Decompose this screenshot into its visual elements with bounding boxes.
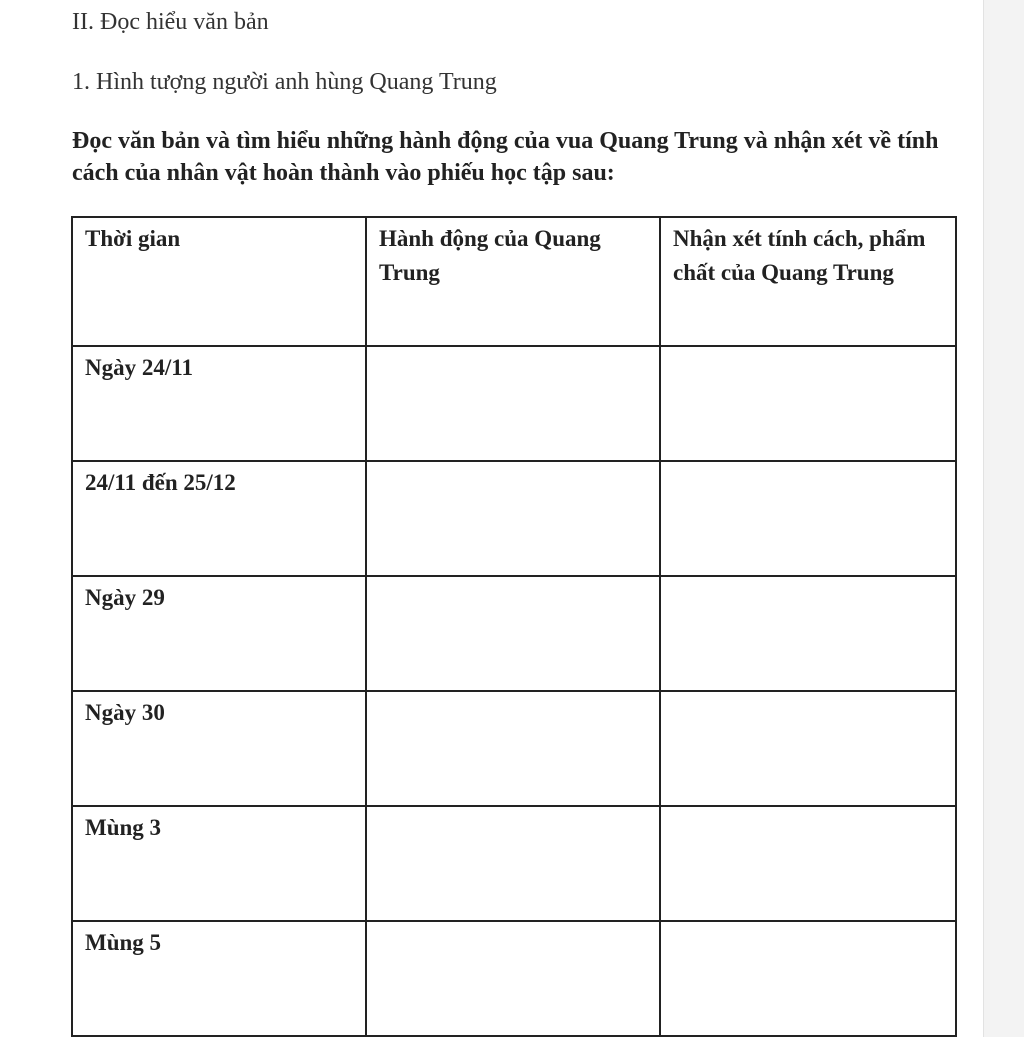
table-row — [72, 921, 956, 1036]
cell-comment[interactable] — [660, 806, 956, 921]
header-comment: Nhận xét tính cách, phẩm chất của Quang Trung — [660, 217, 956, 346]
table-row — [72, 576, 956, 691]
cell-action[interactable] — [366, 806, 660, 921]
table-row — [72, 806, 956, 921]
cell-comment[interactable] — [660, 921, 956, 1036]
table-row — [72, 461, 956, 576]
cell-action[interactable] — [366, 921, 660, 1036]
header-action: Hành động của Quang Trung — [366, 217, 660, 346]
sub-heading: 1. Hình tượng người anh hùng Quang Trung — [72, 69, 497, 95]
cell-action[interactable] — [366, 576, 660, 691]
cell-comment[interactable] — [660, 691, 956, 806]
instruction-text: Đọc văn bản và tìm hiểu những hành động của vua Quang Trung và nhận xét về tính cách của nhân vật hoàn thành vào phiếu học tập sau: — [72, 128, 939, 186]
table-header-row — [72, 217, 956, 346]
table-row — [72, 691, 956, 806]
cell-time: Ngày 29 — [72, 576, 366, 691]
cell-action[interactable] — [366, 461, 660, 576]
cell-time: Mùng 5 — [72, 921, 366, 1036]
section-heading: II. Đọc hiểu văn bản — [72, 9, 269, 35]
cell-action[interactable] — [366, 346, 660, 461]
page-scroll-margin — [983, 0, 1024, 1037]
cell-time: Mùng 3 — [72, 806, 366, 921]
cell-comment[interactable] — [660, 346, 956, 461]
table-row — [72, 346, 956, 461]
cell-comment[interactable] — [660, 576, 956, 691]
cell-action[interactable] — [366, 691, 660, 806]
header-time: Thời gian — [72, 217, 366, 346]
cell-comment[interactable] — [660, 461, 956, 576]
worksheet-table — [71, 216, 957, 1037]
cell-time: Ngày 30 — [72, 691, 366, 806]
cell-time: Ngày 24/11 — [72, 346, 366, 461]
cell-time: 24/11 đến 25/12 — [72, 461, 366, 576]
